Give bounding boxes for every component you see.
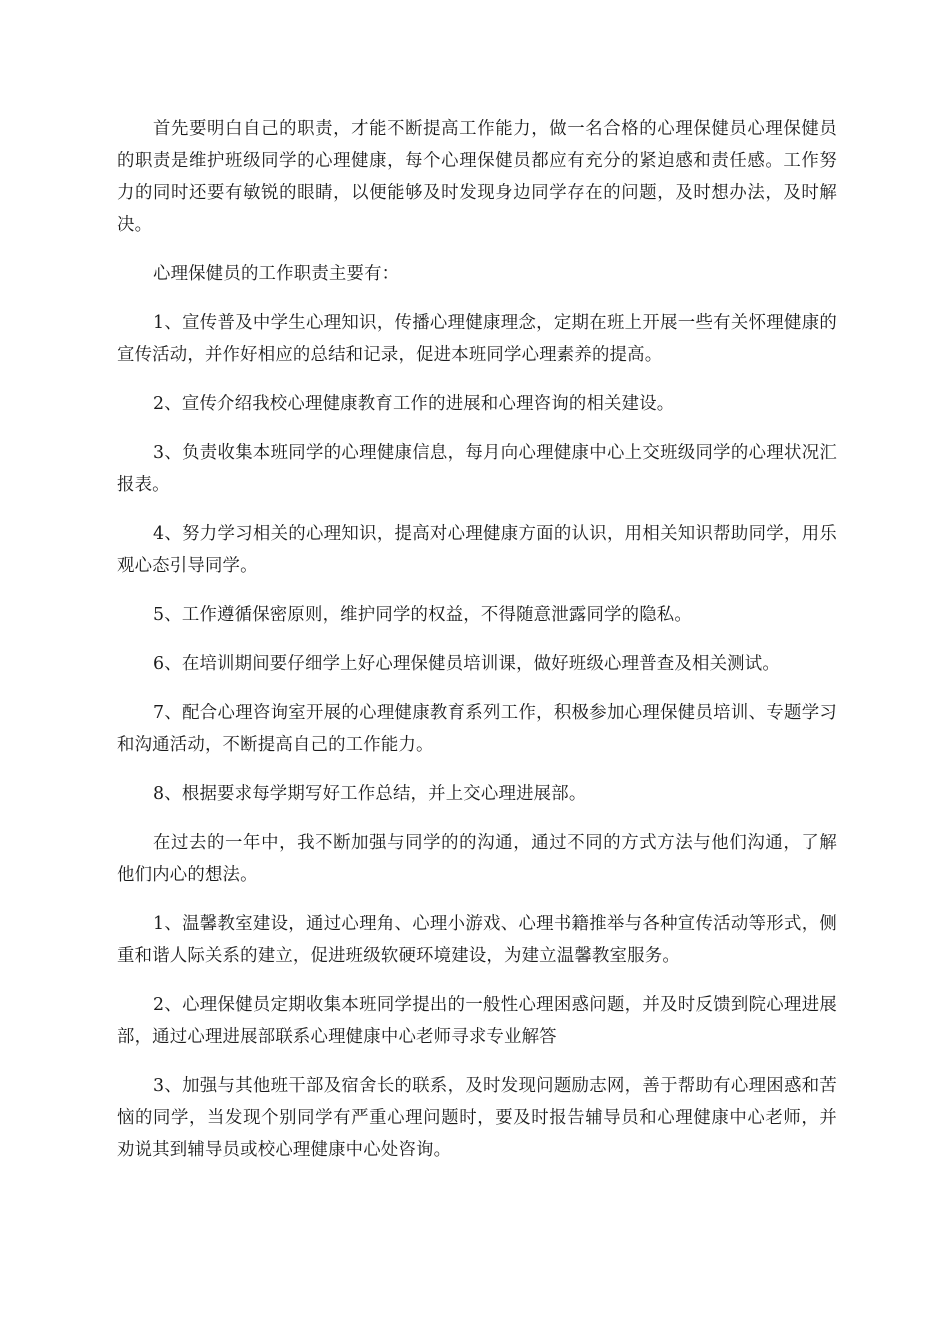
paragraph-activity-3: 3、加强与其他班干部及宿舍长的联系，及时发现问题励志网，善于帮助有心理困惑和苦恼的同学，当发现个别同学有严重心理问题时，要及时报告辅导员和心理健康中心老师，并劝说其到辅导员或校心理健康中心处咨询。 [117,1076,837,1160]
paragraph-activity-2: 2、心理保健员定期收集本班同学提出的一般性心理困惑问题，并及时反馈到院心理进展部，通过心理进展部联系心理健康中心老师寻求专业解答 [117,995,837,1047]
paragraph-duty-6: 6、在培训期间要仔细学上好心理保健员培训课，做好班级心理普查及相关测试。 [153,654,780,674]
paragraph-duty-2: 2、宣传介绍我校心理健康教育工作的进展和心理咨询的相关建设。 [153,394,675,414]
paragraph-duty-1: 1、宣传普及中学生心理知识，传播心理健康理念，定期在班上开展一些有关怀理健康的宣传活动，并作好相应的总结和记录，促进本班同学心理素养的提高。 [117,313,837,365]
paragraph-duty-3: 3、负责收集本班同学的心理健康信息，每月向心理健康中心上交班级同学的心理状况汇报表。 [117,443,837,495]
paragraph-duties-heading: 心理保健员的工作职责主要有： [153,264,400,284]
paragraph-duty-7: 7、配合心理咨询室开展的心理健康教育系列工作，积极参加心理保健员培训、专题学习和沟通活动，不断提高自己的工作能力。 [117,703,837,755]
paragraph-past-year: 在过去的一年中，我不断加强与同学的的沟通，通过不同的方式方法与他们沟通，了解他们内心的想法。 [117,833,837,885]
paragraph-intro: 首先要明白自己的职责，才能不断提高工作能力，做一名合格的心理保健员心理保健员的职责是维护班级同学的心理健康，每个心理保健员都应有充分的紧迫感和责任感。工作努力的同时还要有敏锐的眼睛，以便能够及时发现身边同学存在的问题，及时想办法，及时解决。 [117,119,837,235]
paragraph-duty-4: 4、努力学习相关的心理知识，提高对心理健康方面的认识，用相关知识帮助同学，用乐观心态引导同学。 [117,524,837,576]
paragraph-activity-1: 1、温馨教室建设，通过心理角、心理小游戏、心理书籍推举与各种宣传活动等形式，侧重和谐人际关系的建立，促进班级软硬环境建设，为建立温馨教室服务。 [117,914,837,966]
paragraph-duty-8: 8、根据要求每学期写好工作总结，并上交心理进展部。 [153,784,587,804]
document-body [117,113,837,1183]
paragraph-duty-5: 5、工作遵循保密原则，维护同学的权益，不得随意泄露同学的隐私。 [153,605,692,625]
